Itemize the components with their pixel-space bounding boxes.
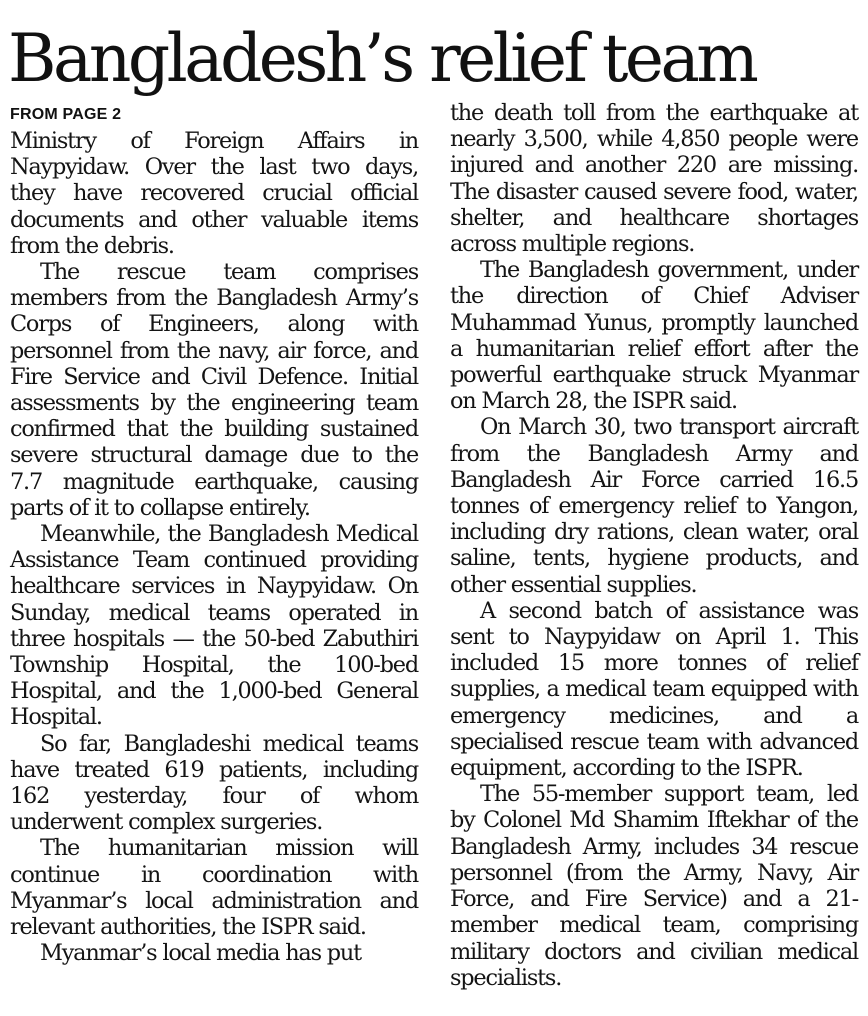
body-paragraph: So far, Bangladeshi medical teams have treated 619 patients, including 162 yesterday, four of whom underwent complex surgeries. (10, 730, 418, 836)
body-paragraph: Meanwhile, the Bangladesh Medical Assistance Team continued providing healthcare services in Naypyidaw. On Sunday, medical teams operated in three hospitals — the 50-bed Zabuthiri Township Hospital, the 100-bed Hospital, and the 1,000-bed General Hospital. (10, 521, 418, 731)
headline: Bangladesh’s relief team (8, 20, 756, 97)
article-column-left (10, 102, 418, 967)
body-paragraph: the death toll from the earthquake at nearly 3,500, while 4,850 people were injured and another 220 are missing. The disaster caused severe food, water, shelter, and healthcare shortages across multiple regions. (450, 100, 858, 258)
body-paragraph: The Bangladesh government, under the direction of Chief Adviser Muhammad Yunus, promptly launched a humanitarian relief effort after the powerful earthquake struck Myanmar on March 28, the ISPR said. (450, 257, 858, 415)
jump-line: FROM PAGE 2 (10, 106, 122, 123)
body-paragraph: Myanmar’s local media has put (40, 940, 361, 967)
article-column-right (450, 100, 858, 991)
body-paragraph: Ministry of Foreign Affairs in Naypyidaw. Over the last two days, they have recovered crucial official documents and other valuable items from the debris. (10, 128, 418, 259)
body-paragraph: On March 30, two transport aircraft from the Bangladesh Army and Bangladesh Air Force carried 16.5 tonnes of emergency relief to Yangon, including dry rations, clean water, oral saline, tents, hygiene products, and other essential supplies. (450, 414, 858, 598)
body-paragraph: A second batch of assistance was sent to Naypyidaw on April 1. This included 15 more tonnes of relief supplies, a medical team equipped with emergency medicines, and a specialised rescue team with advanced equipment, according to the ISPR. (450, 597, 858, 782)
body-paragraph: The humanitarian mission will continue in coordination with Myanmar’s local administration and relevant authorities, the ISPR said. (10, 835, 418, 941)
body-paragraph: The rescue team comprises members from the Bangladesh Army’s Corps of Engineers, along with personnel from the navy, air force, and Fire Service and Civil Defence. Initial assessments by the engineering team confirmed that the building sustained severe structural damage due to the 7.7 magnitude earthquake, causing parts of it to collapse entirely. (10, 259, 418, 521)
body-paragraph: The 55-member support team, led by Colonel Md Shamim Iftekhar of the Bangladesh Army, includes 34 rescue personnel (from the Army, Navy, Air Force, and Fire Service) and a 21-member medical team, comprising military doctors and civilian medical specialists. (450, 781, 858, 991)
